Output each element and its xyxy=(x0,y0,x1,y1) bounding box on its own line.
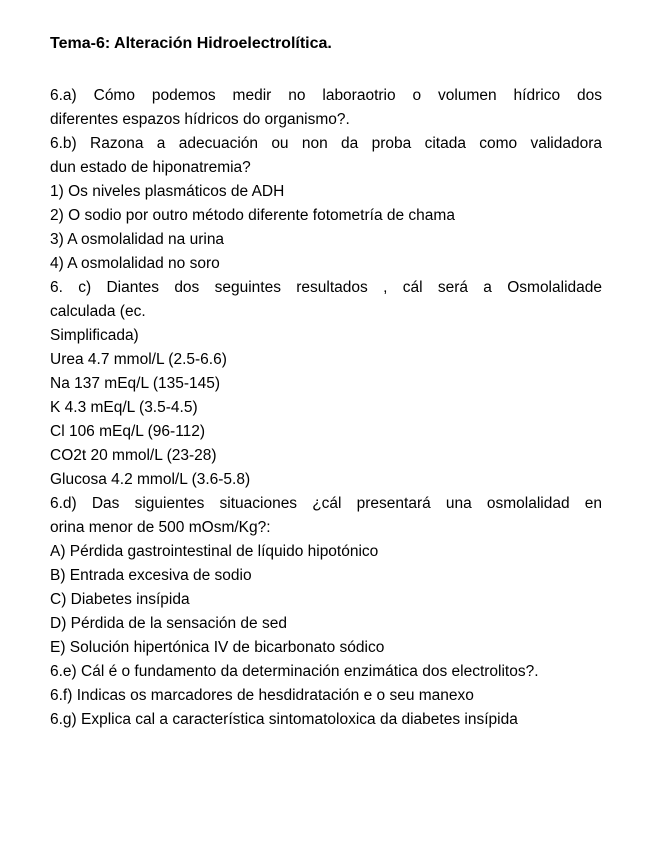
document-title: Tema-6: Alteración Hidroelectrolítica. xyxy=(50,35,332,52)
lab-result-urea: Urea 4.7 mmol/L (2.5-6.6) xyxy=(50,351,227,368)
question-6c-line-2: calculada (ec. xyxy=(50,303,146,320)
option-1: 1) Os niveles plasmáticos de ADH xyxy=(50,183,285,200)
option-4: 4) A osmolalidad no soro xyxy=(50,255,220,272)
document-body xyxy=(50,84,602,732)
option-a: A) Pérdida gastrointestinal de líquido hipotónico xyxy=(50,543,379,560)
option-c: C) Diabetes insípida xyxy=(50,591,190,608)
question-6c-line-1: 6. c) Diantes dos seguintes resultados , cál será a Osmolalidade xyxy=(50,279,602,296)
question-6c-line-3: Simplificada) xyxy=(50,327,139,344)
title-spacer xyxy=(50,56,602,84)
question-6a-line-2: diferentes espazos hídricos do organismo?. xyxy=(50,111,350,128)
option-3: 3) A osmolalidad na urina xyxy=(50,231,225,248)
question-6b-line-2: dun estado de hiponatremia? xyxy=(50,159,251,176)
option-d: D) Pérdida de la sensación de sed xyxy=(50,615,287,632)
question-6d-line-2: orina menor de 500 mOsm/Kg?: xyxy=(50,519,271,536)
question-6e: 6.e) Cál é o fundamento da determinación enzimática dos electrolitos?. xyxy=(50,663,539,680)
lab-result-k: K 4.3 mEq/L (3.5-4.5) xyxy=(50,399,198,416)
option-2: 2) O sodio por outro método diferente fotometría de chama xyxy=(50,207,455,224)
option-e: E) Solución hipertónica IV de bicarbonato sódico xyxy=(50,639,385,656)
question-6a-line-1: 6.a) Cómo podemos medir no laboraotrio o volumen hídrico dos xyxy=(50,87,602,104)
lab-result-glucosa: Glucosa 4.2 mmol/L (3.6-5.8) xyxy=(50,471,251,488)
lab-result-co2t: CO2t 20 mmol/L (23-28) xyxy=(50,447,217,464)
document-page xyxy=(50,32,602,732)
option-b: B) Entrada excesiva de sodio xyxy=(50,567,252,584)
question-6f: 6.f) Indicas os marcadores de hesdidratación e o seu manexo xyxy=(50,687,474,704)
lab-result-cl: Cl 106 mEq/L (96-112) xyxy=(50,423,206,440)
question-6g: 6.g) Explica cal a característica sintomatoloxica da diabetes insípida xyxy=(50,711,518,728)
question-6b-line-1: 6.b) Razona a adecuación ou non da proba citada como validadora xyxy=(50,135,602,152)
question-6d-line-1: 6.d) Das siguientes situaciones ¿cál presentará una osmolalidad en xyxy=(50,495,602,512)
lab-result-na: Na 137 mEq/L (135-145) xyxy=(50,375,221,392)
